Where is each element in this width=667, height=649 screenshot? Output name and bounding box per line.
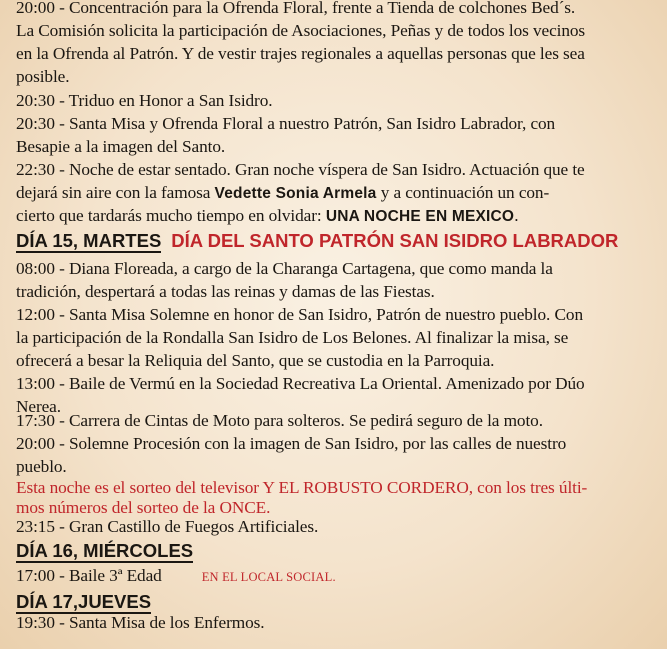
day-16-title: DÍA 16, MIÉRCOLES: [16, 540, 194, 561]
event-line: 23:15 - Gran Castillo de Fuegos Artificiales.: [16, 517, 319, 536]
event-line: pueblo.: [16, 457, 67, 476]
artist-name: Vedette Sonia Armela: [214, 185, 377, 202]
event-text: cierto que tardarás mucho tiempo en olvidar:: [16, 206, 326, 225]
raffle-notice: mos números del sorteo de la ONCE.: [16, 498, 271, 517]
event-line: 20:00 - Concentración para la Ofrenda Floral, frente a Tienda de colchones Bed´s.: [16, 0, 576, 17]
event-line: ofrecerá a besar la Reliquia del Santo, que se custodia en la Parroquia.: [16, 351, 495, 370]
venue-note: EN EL LOCAL SOCIAL.: [201, 570, 336, 584]
event-line: 13:00 - Baile de Vermú en la Sociedad Recreativa La Oriental. Amenizado por Dúo: [16, 374, 585, 393]
day-heading-16: [16, 540, 193, 562]
event-line: tradición, despertará a todas las reinas y damas de las Fiestas.: [16, 282, 435, 301]
event-text: .: [514, 206, 519, 225]
event-line: 08:00 - Diana Floreada, a cargo de la Charanga Cartagena, que como manda la: [16, 259, 553, 278]
day-heading-15: [16, 230, 618, 252]
event-line: 20:30 - Santa Misa y Ofrenda Floral a nuestro Patrón, San Isidro Labrador, con: [16, 114, 556, 133]
event-line: [16, 205, 518, 227]
concert-title: UNA NOCHE EN MEXICO: [325, 208, 515, 225]
event-text: dejará sin aire con la famosa: [16, 183, 215, 202]
event-line: Nerea.: [16, 397, 61, 416]
event-line: La Comisión solicita la participación de Asociaciones, Peñas y de todos los vecinos: [16, 21, 586, 40]
event-line: posible.: [16, 67, 70, 86]
day-heading-17: [16, 591, 151, 613]
event-line: [16, 182, 549, 204]
event-line: 12:00 - Santa Misa Solemne en honor de San Isidro, Patrón de nuestro pueblo. Con: [16, 305, 583, 324]
event-line: en la Ofrenda al Patrón. Y de vestir trajes regionales a aquellas personas que les sea: [16, 44, 585, 63]
event-line: 19:30 - Santa Misa de los Enfermos.: [16, 613, 265, 632]
day-15-title: DÍA 15, MARTES: [16, 230, 162, 251]
event-line: 17:30 - Carrera de Cintas de Moto para solteros. Se pedirá seguro de la moto.: [16, 411, 543, 430]
patron-day-title: DÍA DEL SANTO PATRÓN SAN ISIDRO LABRADOR: [171, 230, 619, 251]
event-text: y a continuación un con-: [376, 183, 550, 202]
event-line: Besapie a la imagen del Santo.: [16, 137, 226, 156]
event-line: [16, 565, 336, 588]
event-line: 20:30 - Triduo en Honor a San Isidro.: [16, 91, 273, 110]
event-line: 22:30 - Noche de estar sentado. Gran noche víspera de San Isidro. Actuación que te: [16, 160, 585, 179]
event-text: 17:00 - Baile 3ª Edad: [16, 566, 162, 585]
event-line: 20:00 - Solemne Procesión con la imagen de San Isidro, por las calles de nuestro: [16, 434, 567, 453]
raffle-notice: Esta noche es el sorteo del televisor Y EL ROBUSTO CORDERO, con los tres últi-: [16, 478, 588, 497]
day-17-title: DÍA 17,JUEVES: [16, 591, 152, 612]
event-line: la participación de la Rondalla San Isidro de Los Belones. Al finalizar la misa, se: [16, 328, 569, 347]
